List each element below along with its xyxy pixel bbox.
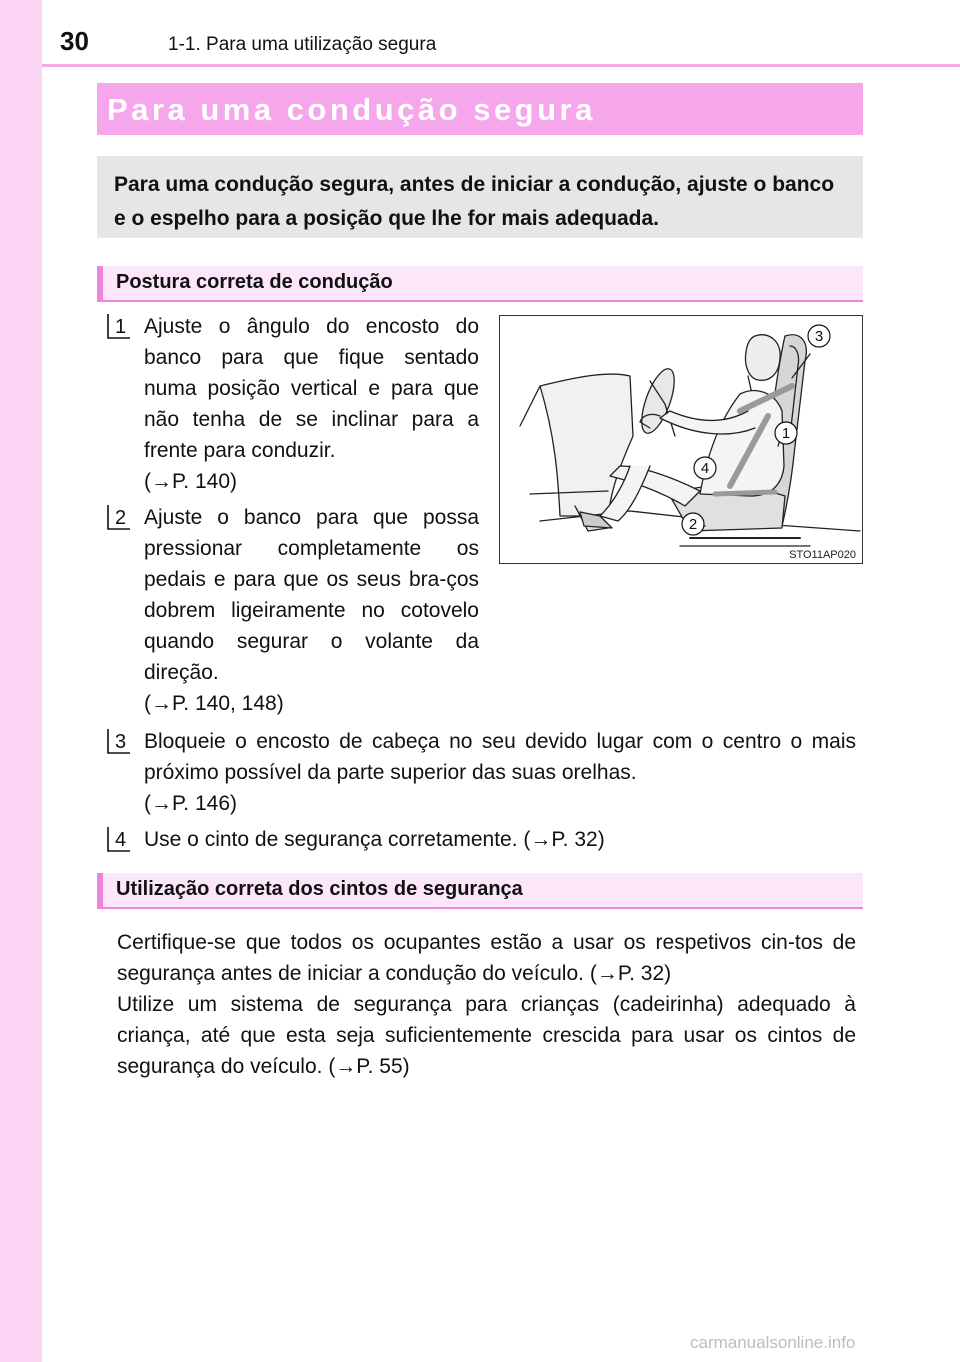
side-tab-band: [0, 0, 42, 1362]
watermark: carmanualsonline.info: [690, 1333, 856, 1352]
section-heading-text: Utilização correta dos cintos de segurança: [116, 878, 523, 900]
section-heading-text: Postura correta de condução: [116, 271, 393, 293]
figure-code: STO11AP020: [789, 549, 856, 561]
callout-1: [775, 422, 797, 444]
running-header: 1-1. Para uma utilização segura: [168, 34, 437, 55]
page-title: Para uma condução segura: [107, 92, 596, 127]
svg-text:3: 3: [814, 328, 824, 345]
svg-text:1: 1: [781, 425, 791, 442]
driving-posture-illustration: [500, 316, 863, 564]
intro-box: Para uma condução segura, antes de iniciar a condução, ajuste o banco e o espelho para a posição que lhe for mais adequada.: [97, 156, 863, 238]
page-number: 30: [60, 26, 89, 56]
svg-text:2: 2: [115, 507, 127, 529]
page-reference: (→P. 140, 148): [144, 692, 284, 715]
item-text-1: Ajuste o ângulo do encosto do banco para que fique sentado numa posição vertical e para que não tenha de se inclinar para a frente para conduzir. (→P. 140): [144, 311, 479, 497]
paragraph-child-restraint: Utilize um sistema de segurança para crianças (cadeirinha) adequado à criança, até que esta seja suficientemente crescida para usar os cintos de segurança do veículo. (→P. 55): [117, 993, 856, 1078]
item-number-2: [107, 504, 131, 530]
callout-2: [682, 513, 704, 535]
paragraph-seatbelt-use: Certifique-se que todos os ocupantes estão a usar os respetivos cin-tos de segurança antes de iniciar a condução do veículo. (→P. 32): [117, 931, 856, 985]
svg-text:4: 4: [115, 829, 127, 851]
item-number-4: [107, 826, 131, 852]
svg-text:2: 2: [688, 516, 698, 533]
item-text-3: Bloqueie o encosto de cabeça no seu devido lugar com o centro o mais próximo possível da parte superior das suas orelhas. (→P. 146): [144, 726, 856, 819]
svg-text:3: 3: [115, 731, 127, 753]
driving-posture-figure: [499, 315, 863, 564]
svg-text:1: 1: [115, 316, 127, 338]
section-heading-posture: [97, 266, 863, 302]
item-text-4: Use o cinto de segurança corretamente. (→P. 32): [144, 828, 605, 851]
page-reference: (→P. 32): [589, 962, 672, 985]
svg-text:4: 4: [700, 460, 710, 477]
item-number-3: [107, 728, 131, 754]
item-number-1: [107, 313, 131, 339]
header-rule: [42, 64, 960, 67]
page-reference: (→P. 140): [144, 470, 237, 493]
section-heading-seatbelts: [97, 873, 863, 909]
item-text-2: Ajuste o banco para que possa pressionar completamente os pedais e para que os seus bra-ços dobrem ligeiramente no cotovelo quando segurar o volante da direção. (→P. 140, 148): [144, 502, 479, 719]
callout-4: [694, 457, 716, 479]
page-reference: (→P. 146): [144, 792, 237, 815]
page-title-bar: [97, 83, 863, 135]
page-reference: (→P. 55): [328, 1055, 410, 1078]
callout-3: [808, 325, 830, 347]
